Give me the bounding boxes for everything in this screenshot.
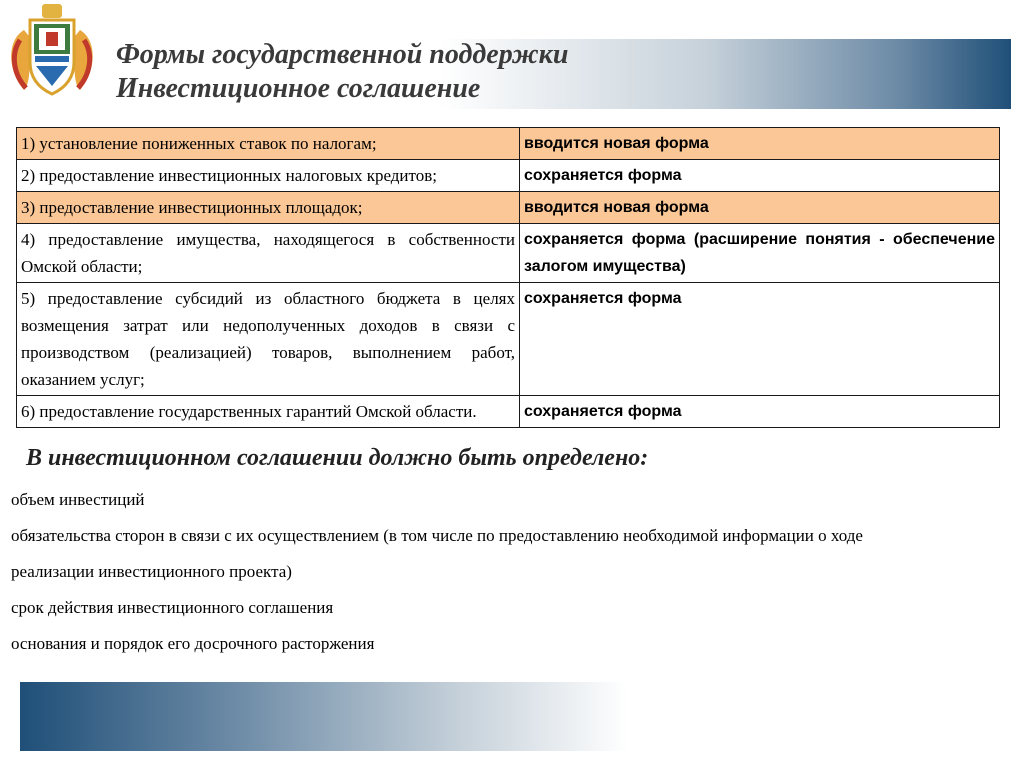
list-item: основания и порядок его досрочного расторжения <box>11 634 375 653</box>
support-form-cell: 5) предоставление субсидий из областного бюджета в целях возмещения затрат или недополученных доходов в связи с производством (реализацией) товаров, выполнением работ, оказанием услуг; <box>17 283 520 396</box>
support-form-cell: 4) предоставление имущества, находящегося в собственности Омской области; <box>17 224 520 283</box>
list-item: реализации инвестиционного проекта) <box>11 562 292 581</box>
status-cell: сохраняется форма <box>520 396 1000 428</box>
support-forms-table <box>16 127 1000 428</box>
list-item: обязательства сторон в связи с их осуществлением (в том числе по предоставлению необходимой информации о ходе <box>11 526 863 545</box>
coat-of-arms-icon <box>2 0 102 100</box>
status-cell: вводится новая форма <box>520 128 1000 160</box>
support-form-cell: 6) предоставление государственных гарантий Омской области. <box>17 396 520 428</box>
support-form-cell: 3) предоставление инвестиционных площадок; <box>17 192 520 224</box>
list-item: объем инвестиций <box>11 490 145 509</box>
table-row <box>17 128 1000 160</box>
status-cell: сохраняется форма <box>520 283 1000 396</box>
title-line-2: Инвестиционное соглашение <box>116 73 481 104</box>
status-cell: сохраняется форма (расширение понятия - обеспечение залогом имущества) <box>520 224 1000 283</box>
support-form-cell: 1) установление пониженных ставок по налогам; <box>17 128 520 160</box>
support-form-cell: 2) предоставление инвестиционных налоговых кредитов; <box>17 160 520 192</box>
footer-gradient-band <box>20 682 1000 751</box>
table-row <box>17 160 1000 192</box>
table-row <box>17 396 1000 428</box>
agreement-subheading: В инвестиционном соглашении должно быть определено: <box>26 445 649 471</box>
title-line-1: Формы государственной поддержки <box>116 39 569 70</box>
table-row <box>17 283 1000 396</box>
status-cell: вводится новая форма <box>520 192 1000 224</box>
page-title <box>116 38 568 106</box>
status-cell: сохраняется форма <box>520 160 1000 192</box>
table-row <box>17 224 1000 283</box>
list-item: срок действия инвестиционного соглашения <box>11 598 334 617</box>
agreement-items-list <box>11 487 1021 667</box>
table-row <box>17 192 1000 224</box>
